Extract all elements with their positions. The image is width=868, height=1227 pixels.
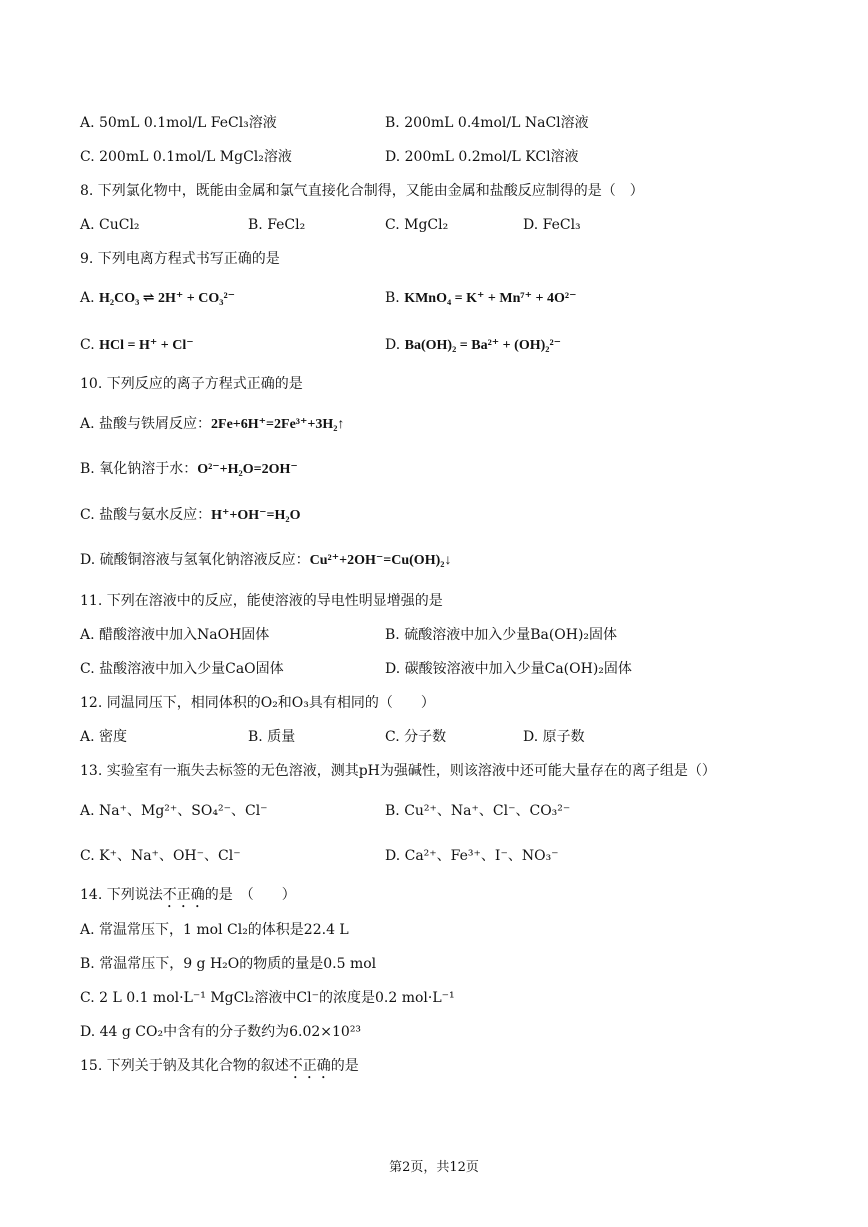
q8-option-b: B. FeCl₂ [248, 217, 306, 233]
q12-option-d: D. 原子数 [523, 729, 585, 745]
q10-d-equation: Cu²⁺+2OH⁻=Cu(OH)₂↓ [309, 553, 452, 568]
q14-option-d: D. 44 g CO₂中含有的分子数约为6.02×10²³ [80, 1024, 362, 1040]
q8-stem: 8. 下列氯化物中，既能由金属和氯气直接化合制得，又能由金属和盐酸反应制得的是（ ） [80, 183, 644, 199]
q15-stem-post: 的是 [330, 1058, 359, 1074]
q10-stem: 10. 下列反应的离子方程式正确的是 [80, 376, 303, 392]
q12-stem: 12. 同温同压下，相同体积的O₂和O₃具有相同的（ ） [80, 695, 435, 711]
q9-option-a [80, 288, 235, 309]
q14-option-c: C. 2 L 0.1 mol·L⁻¹ MgCl₂溶液中Cl⁻的浓度是0.2 mol·L⁻¹ [80, 990, 455, 1006]
q13-option-d: D. Ca²⁺、Fe³⁺、I⁻、NO₃⁻ [385, 848, 559, 864]
q12-option-c: C. 分子数 [385, 729, 447, 745]
q10-a-equation: 2Fe+6H⁺=2Fe³⁺+3H₂↑ [211, 417, 345, 432]
q8-option-a: A. CuCl₂ [80, 217, 140, 233]
q10-b-text: B. 氧化钠溶于水： [80, 461, 198, 477]
q9-b-equation: KMnO₄ = K⁺ + Mn⁷⁺ + 4O²⁻ [404, 291, 577, 306]
q7-option-c: C. 200mL 0.1mol/L MgCl₂溶液 [80, 149, 292, 165]
q10-option-c [80, 505, 301, 526]
q9-c-label: C. [80, 337, 95, 353]
q11-option-b: B. 硫酸溶液中加入少量Ba(OH)₂固体 [385, 627, 618, 643]
q10-d-text: D. 硫酸铜溶液与氢氧化钠溶液反应： [80, 552, 310, 568]
q9-stem: 9. 下列电离方程式书写正确的是 [80, 251, 280, 267]
q14-stem-post: 的是 （ ） [204, 887, 296, 903]
q7-option-d: D. 200mL 0.2mol/L KCl溶液 [385, 149, 579, 165]
q8-option-c: C. MgCl₂ [385, 217, 449, 233]
q13-option-c: C. K⁺、Na⁺、OH⁻、Cl⁻ [80, 848, 241, 864]
q12-option-a: A. 密度 [80, 729, 128, 745]
q15-stem-pre: 15. 下列关于钠及其化合物的叙述 [80, 1058, 289, 1074]
q13-stem: 13. 实验室有一瓶失去标签的无色溶液，测其pH为强碱性，则该溶液中还可能大量存在的离子组是（） [80, 763, 716, 779]
q9-option-c [80, 335, 194, 356]
q10-b-equation: O²⁻+H₂O=2OH⁻ [197, 462, 298, 477]
q10-option-d [80, 550, 451, 571]
q12-option-b: B. 质量 [248, 729, 296, 745]
q9-c-equation: HCl = H⁺ + Cl⁻ [99, 338, 194, 353]
q9-b-label: B. [385, 290, 400, 306]
q14-stem-emphasis: 不正确 [162, 887, 205, 903]
q7-option-b: B. 200mL 0.4mol/L NaCl溶液 [385, 115, 589, 131]
q11-stem: 11. 下列在溶液中的反应，能使溶液的导电性明显增强的是 [80, 593, 443, 609]
q9-d-equation: Ba(OH)₂ = Ba²⁺ + (OH)₂²⁻ [404, 338, 562, 353]
q10-option-b [80, 459, 298, 480]
q9-a-label: A. [80, 290, 95, 306]
q10-c-text: C. 盐酸与氨水反应： [80, 507, 212, 523]
q9-a-equation: H₂CO₃ ⇌ 2H⁺ + CO₃²⁻ [99, 291, 236, 306]
q15-stem-emphasis: 不正确 [288, 1058, 331, 1074]
q11-option-d: D. 碳酸铵溶液中加入少量Ca(OH)₂固体 [385, 661, 632, 677]
q11-option-c: C. 盐酸溶液中加入少量CaO固体 [80, 661, 284, 677]
q9-option-d [385, 335, 561, 356]
q9-option-b [385, 288, 576, 309]
page-number-footer: 第2页，共12页 [389, 1160, 479, 1175]
q13-option-b: B. Cu²⁺、Na⁺、Cl⁻、CO₃²⁻ [385, 803, 571, 819]
q10-c-equation: H⁺+OH⁻=H₂O [211, 508, 301, 523]
q14-option-b: B. 常温常压下，9 g H₂O的物质的量是0.5 mol [80, 956, 377, 972]
q15-stem [80, 1056, 359, 1082]
q8-option-d: D. FeCl₃ [523, 217, 581, 233]
q10-a-text: A. 盐酸与铁屑反应： [80, 416, 212, 432]
q14-option-a: A. 常温常压下，1 mol Cl₂的体积是22.4 L [80, 922, 349, 938]
q10-option-a [80, 414, 344, 435]
q7-option-a: A. 50mL 0.1mol/L FeCl₃溶液 [80, 115, 277, 131]
q14-stem [80, 885, 296, 911]
q9-d-label: D. [385, 337, 401, 353]
q13-option-a: A. Na⁺、Mg²⁺、SO₄²⁻、Cl⁻ [80, 803, 268, 819]
q14-stem-pre: 14. 下列说法 [80, 887, 163, 903]
q11-option-a: A. 醋酸溶液中加入NaOH固体 [80, 627, 270, 643]
